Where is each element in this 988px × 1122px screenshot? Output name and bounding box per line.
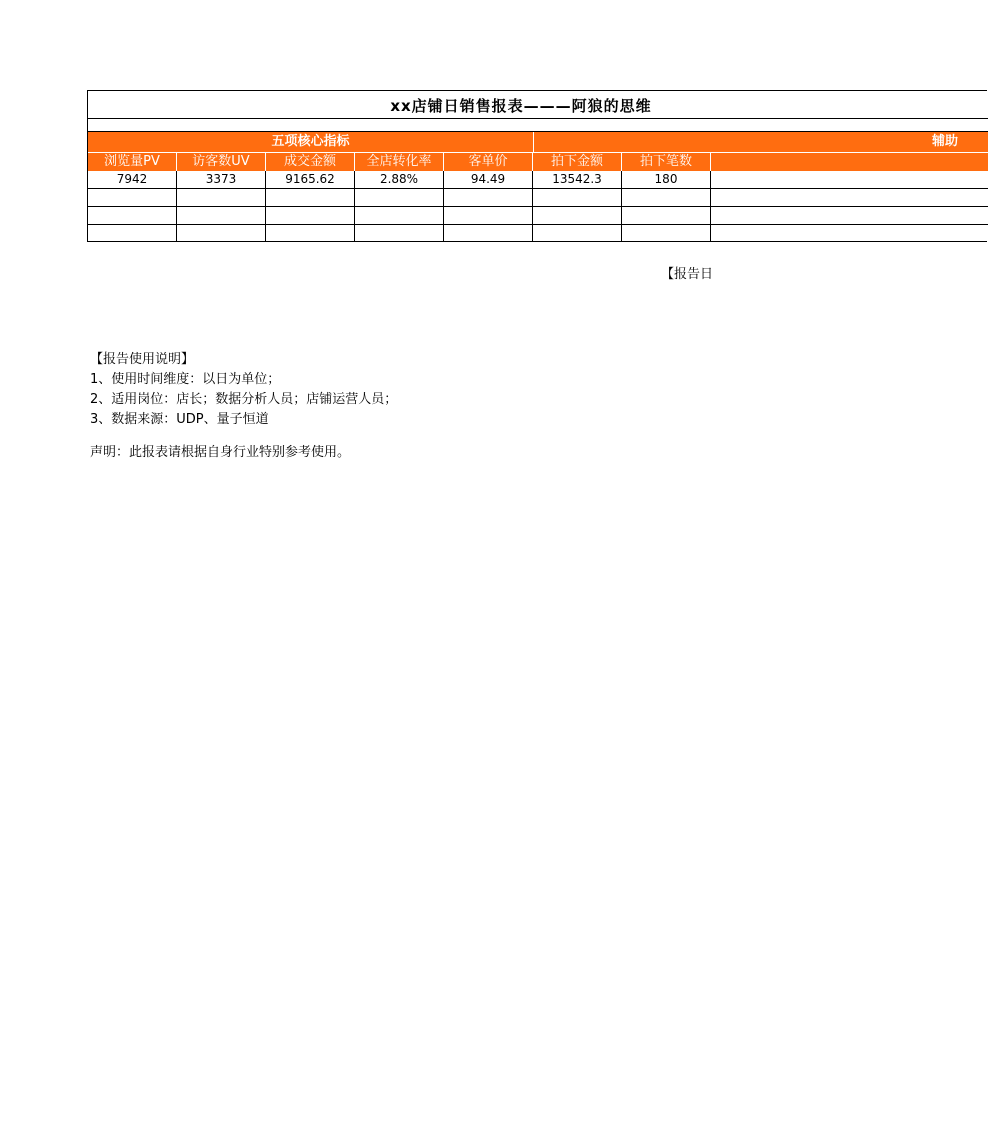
sales-report-table xyxy=(87,90,958,242)
cell-uv[interactable]: 3373 xyxy=(177,171,266,188)
cell-ordered-count[interactable] xyxy=(622,225,711,242)
cell-avg-order-value[interactable] xyxy=(444,189,533,206)
column-header-row xyxy=(88,152,988,171)
cell-pv[interactable] xyxy=(88,207,177,224)
cell-pv[interactable] xyxy=(88,189,177,206)
cell-conversion-rate[interactable] xyxy=(355,189,444,206)
group-core-metrics: 五项核心指标 xyxy=(271,134,350,149)
table-row xyxy=(88,171,988,189)
table-row xyxy=(88,207,988,225)
declaration-text: 声明：此报表请根据自身行业特别参考使用。 xyxy=(90,445,351,460)
cell-ordered-amount[interactable] xyxy=(533,225,622,242)
cell-uv[interactable] xyxy=(177,225,266,242)
group-aux-metrics xyxy=(534,132,958,152)
cell-ordered-count[interactable] xyxy=(622,189,711,206)
cell-ordered-count[interactable] xyxy=(622,207,711,224)
cell-conversion-rate[interactable]: 2.88% xyxy=(355,171,444,188)
cell-sales-amount[interactable] xyxy=(266,189,355,206)
group-header-row xyxy=(88,132,988,152)
cell-conversion-rate[interactable] xyxy=(355,207,444,224)
cell-sales-amount[interactable]: 9165.62 xyxy=(266,171,355,188)
report-date-label: 【报告日 xyxy=(661,267,714,282)
usage-notes xyxy=(90,350,397,430)
cell-ordered-amount[interactable]: 13542.3 xyxy=(533,171,622,188)
header-ordered-amount: 拍下金额 xyxy=(533,153,622,171)
cell-pv[interactable] xyxy=(88,225,177,242)
header-avg-order-value: 客单价 xyxy=(444,153,533,171)
report-title: xx店铺日销售报表———阿狼的思维 xyxy=(390,97,652,115)
cell-avg-order-value[interactable]: 94.49 xyxy=(444,171,533,188)
cell-avg-order-value[interactable] xyxy=(444,207,533,224)
cell-uv[interactable] xyxy=(177,189,266,206)
cell-conversion-rate[interactable] xyxy=(355,225,444,242)
notes-item: 3、数据来源：UDP、量子恒道 xyxy=(90,412,269,427)
cell-sales-amount[interactable] xyxy=(266,207,355,224)
cell-avg-order-value[interactable] xyxy=(444,225,533,242)
header-ordered-count: 拍下笔数 xyxy=(622,153,711,171)
spacer-row xyxy=(88,119,988,132)
cell-ordered-amount[interactable] xyxy=(533,189,622,206)
title-row xyxy=(88,91,988,119)
cell-sales-amount[interactable] xyxy=(266,225,355,242)
table-row xyxy=(88,225,988,243)
header-conversion-rate: 全店转化率 xyxy=(355,153,444,171)
cell-pv[interactable]: 7942 xyxy=(88,171,177,188)
table-row xyxy=(88,189,988,207)
group-aux-label: 辅助 xyxy=(931,134,958,149)
header-uv: 访客数UV xyxy=(177,153,266,171)
notes-item: 2、适用岗位：店长；数据分析人员；店铺运营人员； xyxy=(90,392,398,407)
cell-ordered-amount[interactable] xyxy=(533,207,622,224)
notes-heading: 【报告使用说明】 xyxy=(90,352,195,367)
cell-ordered-count[interactable]: 180 xyxy=(622,171,711,188)
header-sales-amount: 成交金额 xyxy=(266,153,355,171)
cell-uv[interactable] xyxy=(177,207,266,224)
notes-item: 1、使用时间维度：以日为单位； xyxy=(90,372,281,387)
report-frame xyxy=(87,90,987,242)
header-pv: 浏览量PV xyxy=(88,153,177,171)
